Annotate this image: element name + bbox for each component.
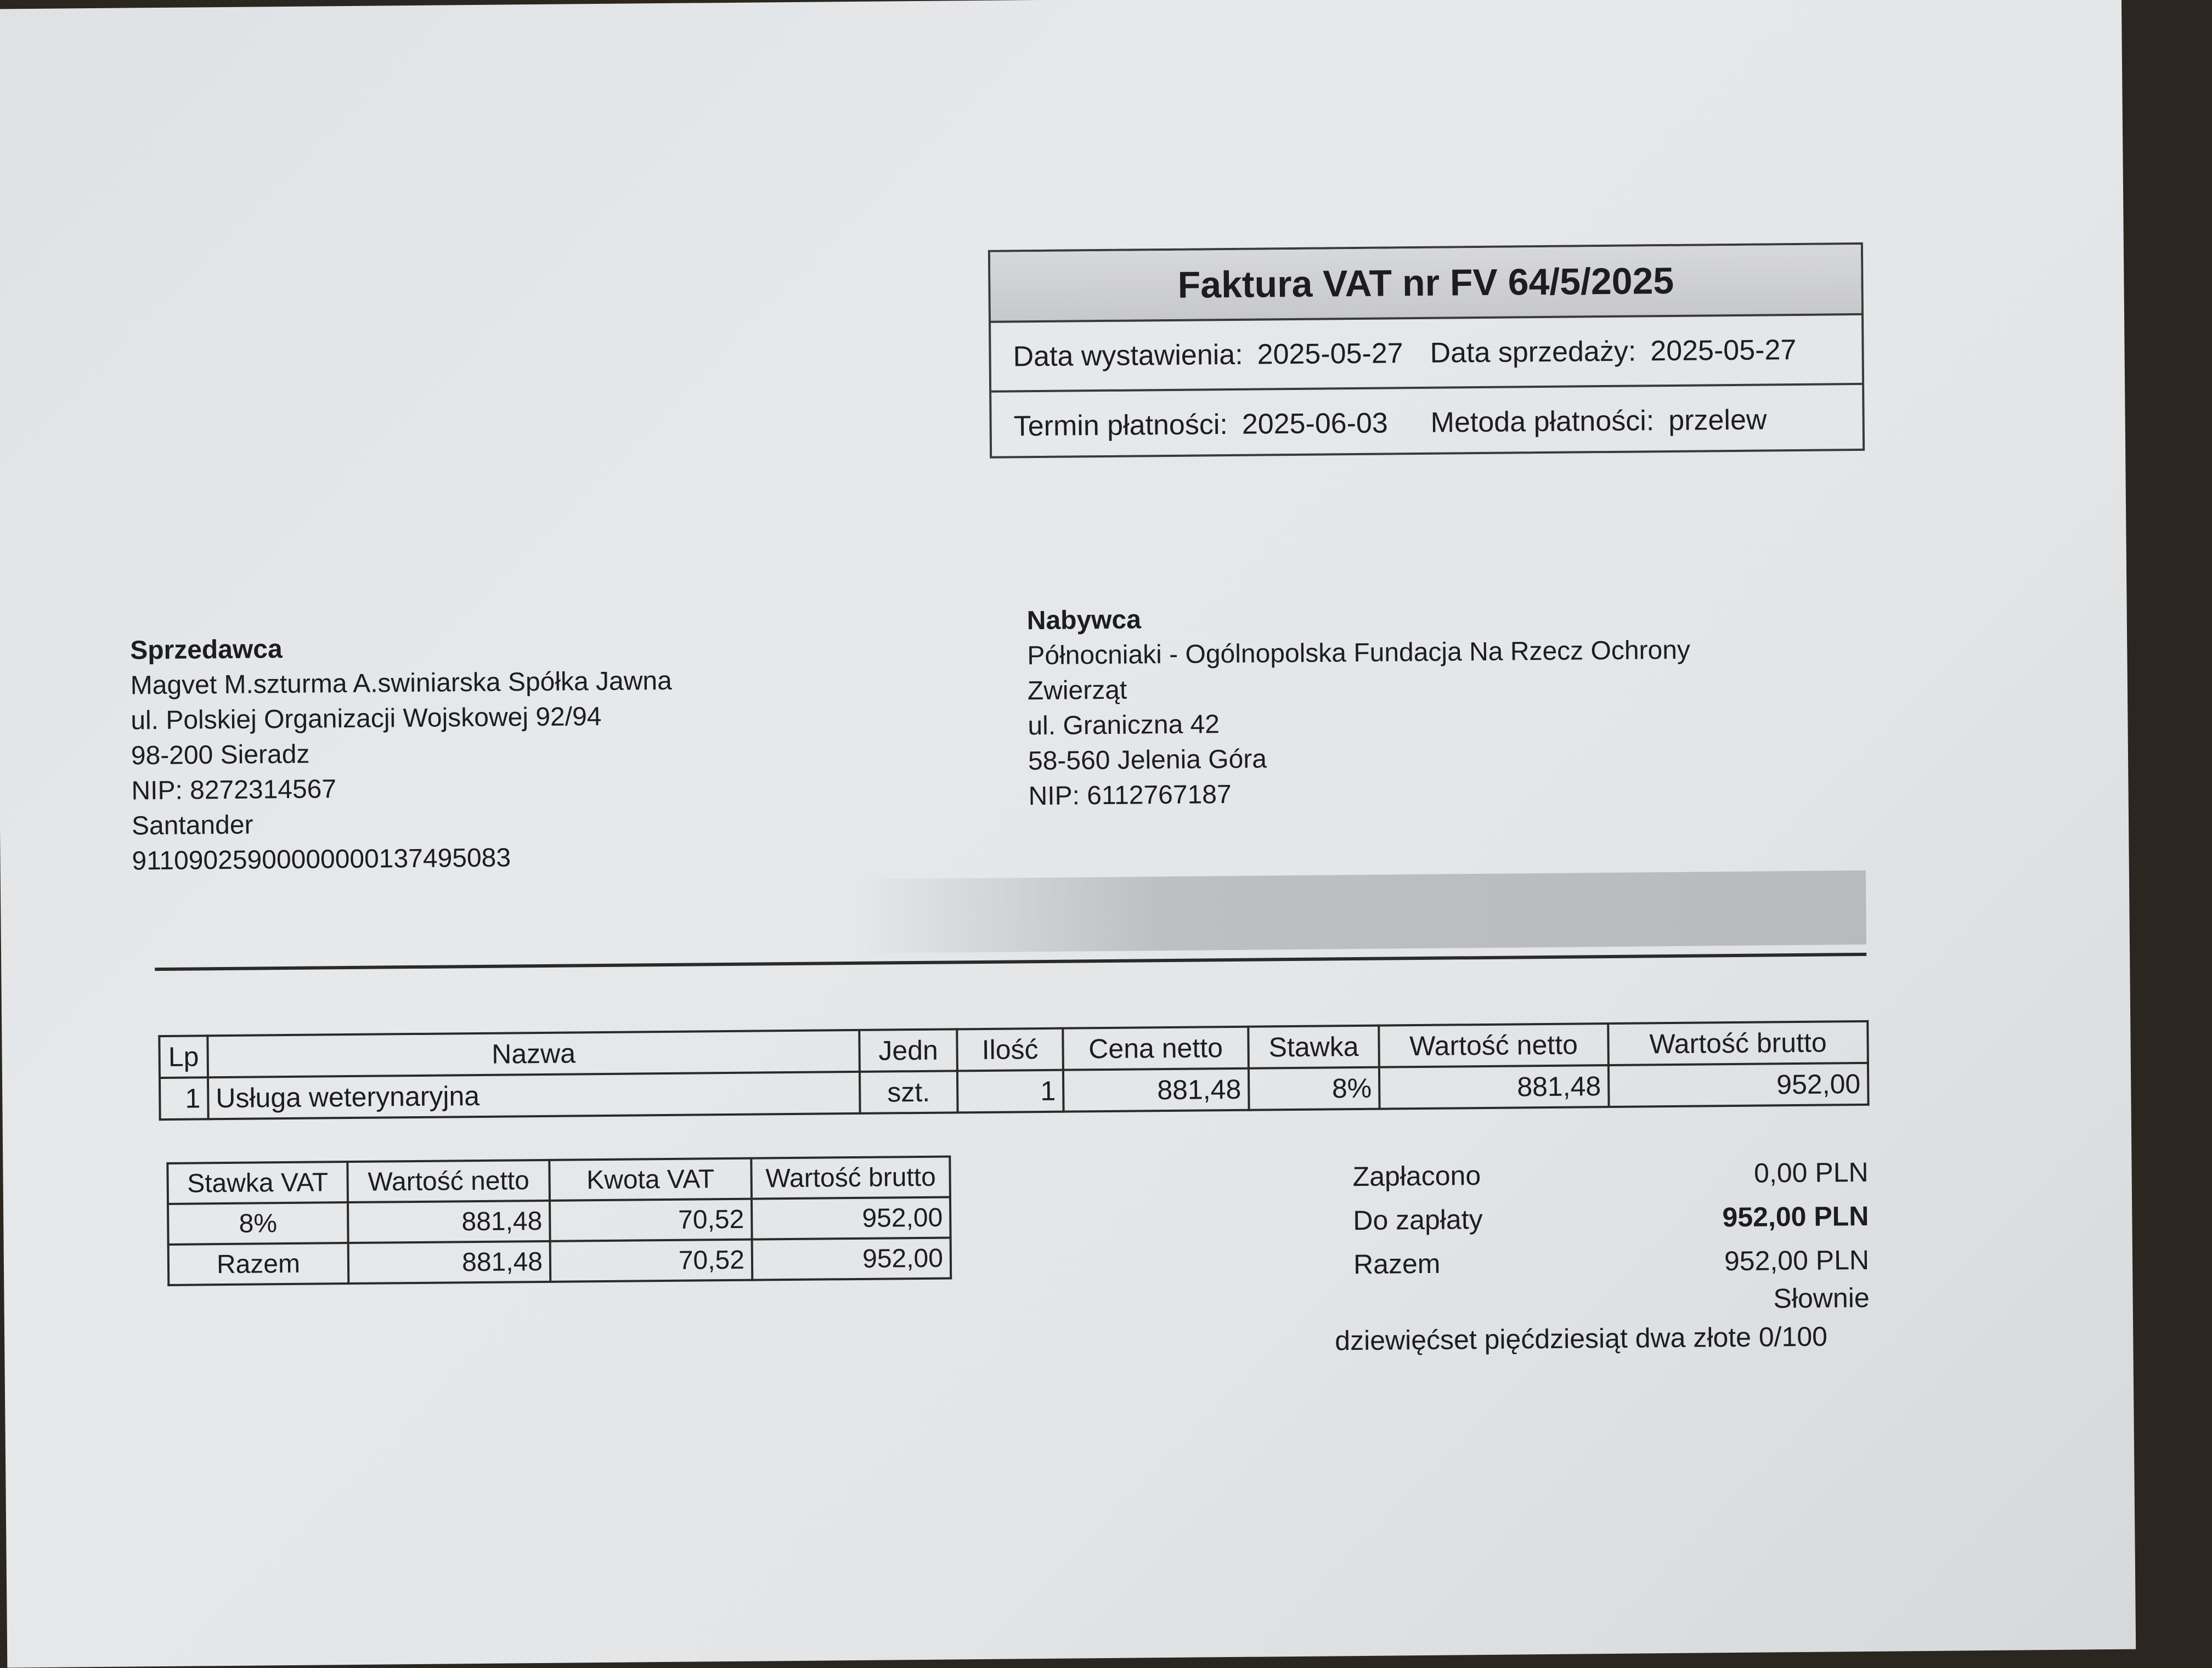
invoice-title: Faktura VAT nr FV 64/5/2025 (990, 245, 1861, 323)
cell-wartosc-netto: 881,48 (348, 1241, 551, 1283)
cell-wartosc-brutto: 952,00 (752, 1237, 951, 1280)
cell-jedn: szt. (860, 1071, 958, 1113)
cell-nazwa: Usługa weterynaryjna (208, 1072, 860, 1119)
seller-line: NIP: 8272314567 (131, 774, 337, 806)
cell-stawka-vat: 8% (168, 1202, 348, 1245)
table-row (168, 1197, 951, 1244)
seller-line: 98-200 Sieradz (131, 739, 310, 771)
due-row (1353, 1194, 1869, 1242)
paid-label: Zapłacono (1352, 1160, 1481, 1192)
due-date-label: Termin płatności: (1013, 408, 1228, 442)
total-label: Razem (1353, 1248, 1441, 1280)
due-date: 2025-06-03 (1242, 406, 1389, 440)
items-table (158, 1020, 1869, 1121)
words-label: Słownie (1773, 1282, 1870, 1314)
cell-cena-netto: 881,48 (1063, 1068, 1249, 1112)
table-row (168, 1237, 951, 1285)
payment-row (991, 383, 1863, 460)
buyer-heading: Nabywca (1026, 605, 1142, 636)
issue-date: 2025-05-27 (1257, 337, 1403, 371)
totals-block (1352, 1150, 1870, 1314)
col-jedn: Jedn (859, 1029, 957, 1072)
paid-row (1352, 1150, 1869, 1198)
amount-in-words: dziewięćset pięćdziesiąt dwa złote 0/100 (1335, 1321, 1828, 1356)
grey-band (856, 870, 1866, 953)
cell-stawka: 8% (1249, 1067, 1380, 1110)
col-kwota-vat: Kwota VAT (549, 1158, 752, 1201)
col-stawka: Stawka (1248, 1026, 1379, 1068)
seller-line: ul. Polskiej Organizacji Wojskowej 92/94 (131, 702, 602, 736)
cell-wartosc-netto: 881,48 (1379, 1065, 1609, 1109)
cell-kwota-vat: 70,52 (550, 1199, 752, 1241)
col-stawka-vat: Stawka VAT (167, 1162, 348, 1204)
dates-row (991, 315, 1862, 391)
vat-summary-table (166, 1155, 952, 1286)
cell-stawka-vat: Razem (168, 1243, 349, 1285)
seller-line: 91109025900000000137495083 (132, 843, 511, 876)
payment-method-label: Metoda płatności: (1430, 404, 1655, 439)
invoice-header-box (988, 242, 1865, 459)
buyer-line: ul. Graniczna 42 (1028, 710, 1220, 741)
seller-line: Magvet M.szturma A.swiniarska Spółka Jawna (130, 666, 672, 700)
col-lp: Lp (159, 1036, 208, 1078)
cell-kwota-vat: 70,52 (550, 1240, 753, 1282)
paid-value: 0,00 PLN (1753, 1156, 1869, 1189)
due-label: Do zapłaty (1353, 1204, 1483, 1236)
sale-date: 2025-05-27 (1650, 333, 1797, 367)
divider-line (155, 953, 1866, 971)
cell-wartosc-netto: 881,48 (348, 1201, 550, 1243)
cell-wartosc-brutto: 952,00 (752, 1197, 951, 1239)
buyer-line: 58-560 Jelenia Góra (1028, 744, 1267, 776)
total-row (1353, 1238, 1870, 1286)
col-ilosc: Ilość (957, 1028, 1063, 1071)
total-value: 952,00 PLN (1724, 1244, 1870, 1277)
sale-date-label: Data sprzedaży: (1430, 335, 1637, 369)
issue-date-label: Data wystawienia: (1013, 338, 1243, 372)
cell-lp: 1 (160, 1077, 208, 1119)
vat-header-row (167, 1156, 950, 1203)
payment-method: przelew (1668, 403, 1767, 437)
col-wartosc-netto: Wartość netto (1379, 1024, 1609, 1067)
seller-block (130, 629, 674, 879)
col-cena-netto: Cena netto (1063, 1027, 1249, 1070)
col-wartosc-brutto: Wartość brutto (1608, 1021, 1868, 1065)
buyer-line: Północniaki - Ogólnopolska Fundacja Na Rzecz Ochrony Zwierząt (1027, 635, 1691, 706)
cell-ilosc: 1 (957, 1070, 1064, 1113)
cell-wartosc-brutto: 952,00 (1609, 1063, 1869, 1107)
seller-line: Santander (131, 810, 253, 841)
buyer-block (1027, 597, 1797, 814)
due-value: 952,00 PLN (1722, 1200, 1869, 1233)
seller-heading: Sprzedawca (129, 635, 283, 665)
col-wartosc-brutto: Wartość brutto (751, 1156, 950, 1198)
col-nazwa: Nazwa (207, 1030, 860, 1077)
buyer-line: NIP: 6112767187 (1028, 779, 1232, 811)
col-wartosc-netto: Wartość netto (347, 1160, 550, 1202)
